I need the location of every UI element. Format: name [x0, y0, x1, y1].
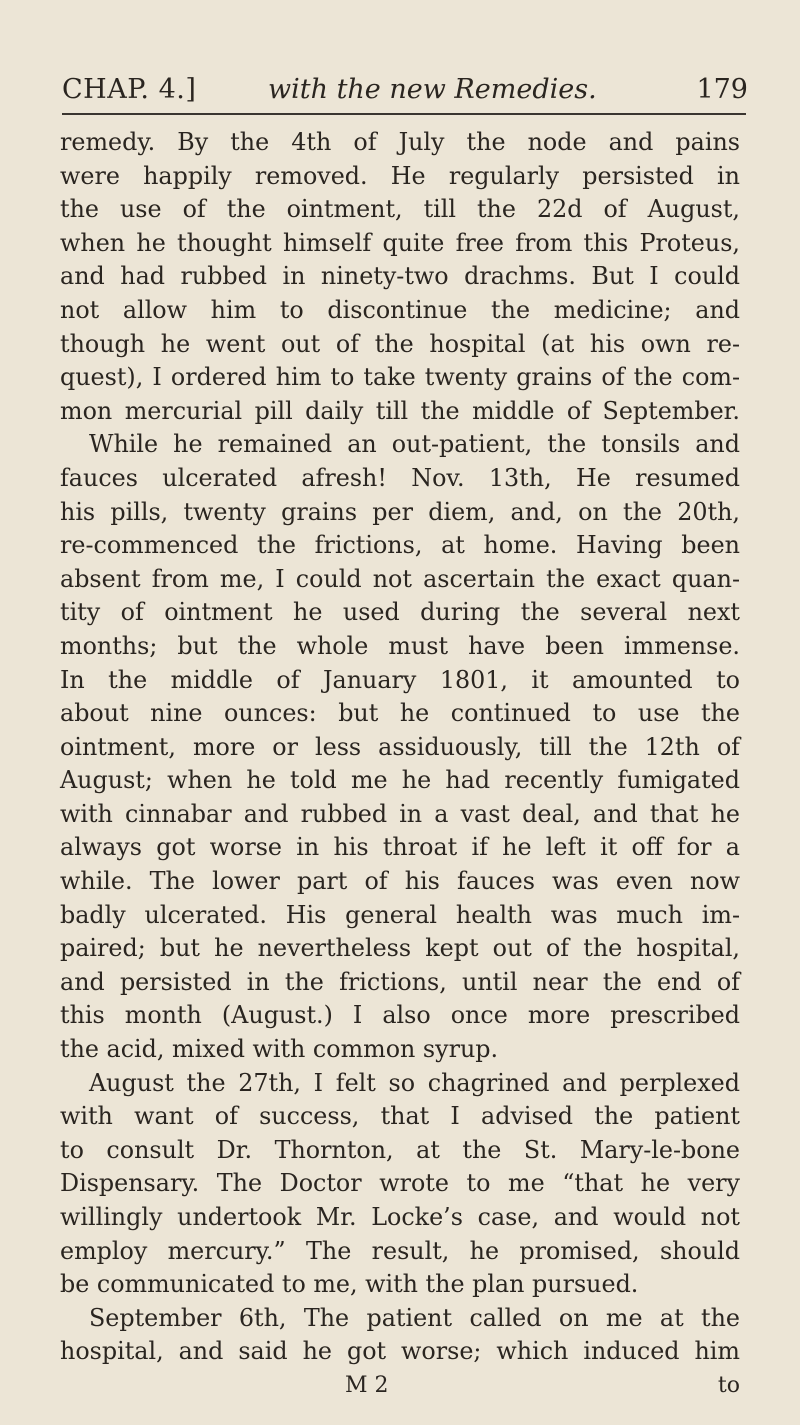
page-number: 179: [696, 74, 748, 105]
running-title: with the new Remedies.: [268, 74, 597, 105]
text-line: fauces ulcerated afresh! Nov. 13th, He resumed: [60, 463, 740, 492]
text-line: and persisted in the frictions, until near the end of: [60, 967, 740, 996]
page-footer: [60, 1369, 740, 1403]
text-line: mon mercurial pill daily till the middle of September.: [60, 396, 740, 425]
text-line: this month (August.) I also once more prescribed: [60, 1001, 740, 1030]
text-line: tity of ointment he used during the several next: [60, 598, 740, 627]
text-line: the acid, mixed with common syrup.: [60, 1035, 499, 1064]
text-line: badly ulcerated. His general health was much im-: [60, 900, 740, 929]
text-line: August the 27th, I felt so chagrined and perplexed: [89, 1068, 740, 1097]
text-line: when he thought himself quite free from this Proteus,: [60, 228, 740, 257]
text-line: the use of the ointment, till the 22d of August,: [60, 195, 740, 224]
text-line: though he went out of the hospital (at his own re-: [60, 329, 740, 358]
header-rule: [62, 113, 746, 115]
chapter-label: CHAP. 4.]: [62, 74, 197, 105]
text-line: always got worse in his throat if he left it off for a: [60, 833, 740, 862]
text-line: to consult Dr. Thornton, at the St. Mary-le-bone: [60, 1135, 740, 1164]
text-line: and had rubbed in ninety-two drachms. But I could: [60, 262, 740, 291]
text-line: hospital, and said he got worse; which induced him: [60, 1337, 740, 1366]
text-line: willingly undertook Mr. Locke’s case, and would not: [60, 1203, 740, 1231]
text-line: not allow him to discontinue the medicine; and: [60, 295, 740, 324]
text-line: employ mercury.” The result, he promised, should: [60, 1236, 740, 1265]
running-header: [58, 70, 748, 110]
text-line: with want of success, that I advised the patient: [60, 1102, 740, 1131]
text-line: months; but the whole must have been immense.: [60, 631, 740, 660]
signature-mark: M 2: [345, 1373, 389, 1398]
text-line: about nine ounces: but he continued to use the: [60, 699, 740, 728]
text-line: were happily removed. He regularly persisted in: [60, 161, 740, 190]
text-line: While he remained an out-patient, the tonsils and: [89, 430, 740, 459]
text-line: paired; but he nevertheless kept out of the hospital,: [60, 934, 740, 963]
text-line: In the middle of January 1801, it amounted to: [60, 665, 740, 694]
text-line: September 6th, The patient called on me at the: [89, 1303, 740, 1332]
text-line: ointment, more or less assiduously, till the 12th of: [60, 732, 740, 761]
text-line: while. The lower part of his fauces was even now: [60, 867, 740, 896]
text-line: August; when he told me he had recently fumigated: [60, 766, 740, 795]
text-line: re-commenced the frictions, at home. Having been: [60, 531, 740, 560]
text-line: remedy. By the 4th of July the node and pains: [60, 128, 740, 156]
catchword: to: [717, 1373, 740, 1398]
text-line: Dispensary. The Doctor wrote to me “that he very: [60, 1169, 740, 1198]
text-line: absent from me, I could not ascertain the exact quan-: [60, 564, 740, 593]
text-line: quest), I ordered him to take twenty grains of the com-: [60, 363, 740, 392]
text-line: his pills, twenty grains per diem, and, on the 20th,: [60, 497, 740, 526]
text-line: be communicated to me, with the plan pursued.: [60, 1270, 639, 1299]
text-line: with cinnabar and rubbed in a vast deal, and that he: [60, 799, 740, 828]
body-text: [60, 126, 740, 1369]
